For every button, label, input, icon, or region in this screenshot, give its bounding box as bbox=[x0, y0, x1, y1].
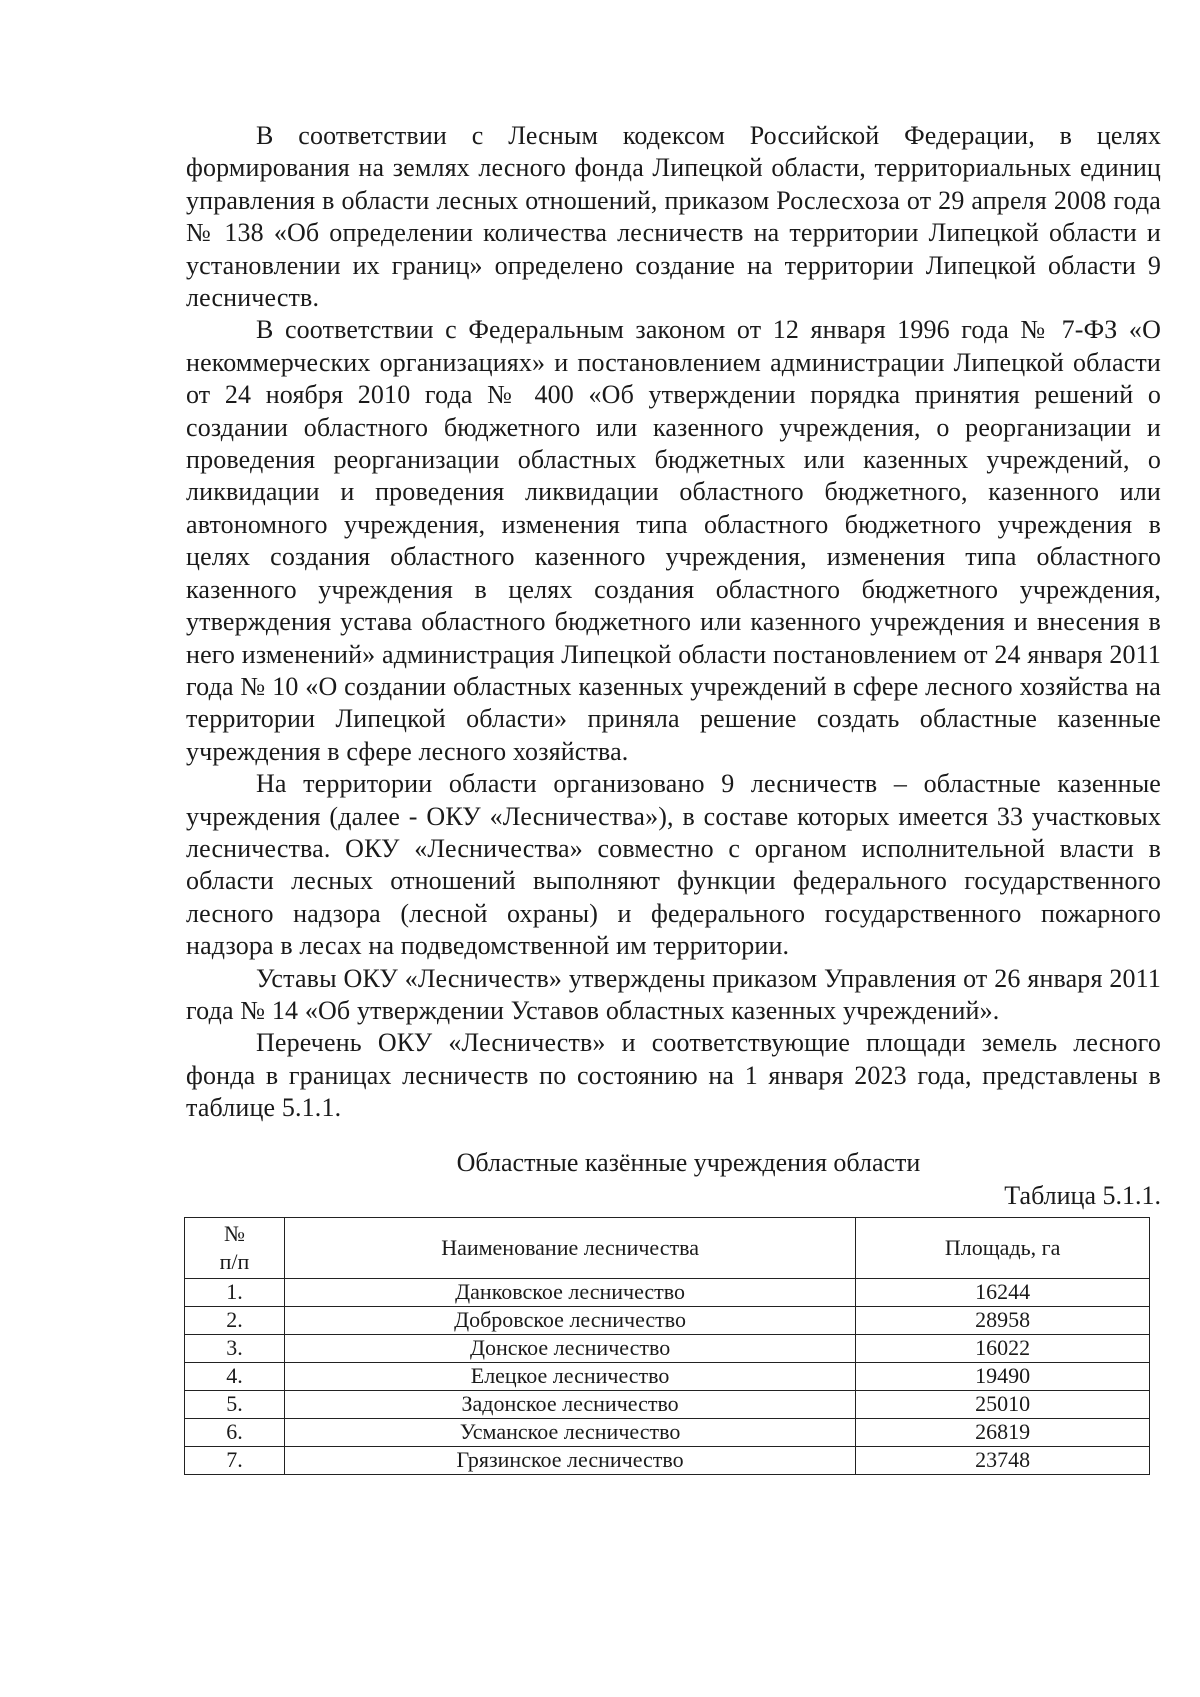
row-number: 1. bbox=[185, 1278, 285, 1306]
row-area: 28958 bbox=[856, 1306, 1150, 1334]
header-name: Наименование лесничества bbox=[284, 1217, 855, 1278]
header-area: Площадь, га bbox=[856, 1217, 1150, 1278]
table-row bbox=[185, 1390, 1150, 1418]
table-row bbox=[185, 1446, 1150, 1474]
forestry-table bbox=[184, 1217, 1150, 1475]
table-row bbox=[185, 1278, 1150, 1306]
row-number: 2. bbox=[185, 1306, 285, 1334]
paragraph-forest-code: В соответствии с Лесным кодексом Российской Федерации, в целях формирования на землях лесного фонда Липецкой области, территориальных единиц управления в области лесных отношений, приказом Рослесхоза от 29 апреля 2008 года № 138 «Об определении количества лесничеств на территории Липецкой области и установлении их границ» определено создание на территории Липецкой области 9 лесничеств. bbox=[186, 121, 1161, 313]
table-row bbox=[185, 1306, 1150, 1334]
row-area: 16244 bbox=[856, 1278, 1150, 1306]
row-name: Усманское лесничество bbox=[284, 1418, 855, 1446]
header-number-line1: № bbox=[223, 1220, 245, 1246]
row-number: 5. bbox=[185, 1390, 285, 1418]
row-number: 6. bbox=[185, 1418, 285, 1446]
paragraph-list-intro: Перечень ОКУ «Лесничеств» и соответствующие площади земель лесного фонда в границах лесничеств по состоянию на 1 января 2023 года, представлены в таблице 5.1.1. bbox=[186, 1028, 1161, 1123]
table-caption: Областные казённые учреждения области bbox=[456, 1147, 921, 1177]
row-area: 25010 bbox=[856, 1390, 1150, 1418]
paragraph-organization: На территории области организовано 9 лесничеств – областные казенные учреждения (далее - ОКУ «Лесничества»), в составе которых имеется 33 участковых лесничества. ОКУ «Лесничества» совместно с органом исполнительной власти в области лесных отношений выполняют функции федерального государственного лесного надзора (лесной охраны) и федерального государственного пожарного надзора в лесах на подведомственной им территории. bbox=[186, 769, 1161, 961]
row-name: Задонское лесничество bbox=[284, 1390, 855, 1418]
row-name: Донское лесничество bbox=[284, 1334, 855, 1362]
row-area: 19490 bbox=[856, 1362, 1150, 1390]
header-number-line2: п/п bbox=[219, 1248, 250, 1274]
paragraph-federal-law: В соответствии с Федеральным законом от 12 января 1996 года № 7-ФЗ «О некоммерческих организациях» и постановлением администрации Липецкой области от 24 ноября 2010 года № 400 «Об утверждении порядка принятия решений о создании областного бюджетного или казенного учреждения, о реорганизации и проведения реорганизации областных бюджетных или казенных учреждений, о ликвидации и проведения ликвидации областного бюджетного, казенного или автономного учреждения, изменения типа областного бюджетного учреждения в целях создания областного казенного учреждения, изменения типа областного казенного учреждения в целях создания областного бюджетного учреждения, утверждения устава областного бюджетного или казенного учреждения и внесения в него изменений» администрация Липецкой области постановлением от 24 января 2011 года № 10 «О создании областных казенных учреждений в сфере лесного хозяйства на территории Липецкой области» приняла решение создать областные казенные учреждения в сфере лесного хозяйства. bbox=[186, 315, 1161, 766]
table-row bbox=[185, 1334, 1150, 1362]
row-name: Грязинское лесничество bbox=[284, 1446, 855, 1474]
table-row bbox=[185, 1418, 1150, 1446]
table-number-label: Таблица 5.1.1. bbox=[1004, 1180, 1161, 1210]
header-number bbox=[185, 1217, 285, 1278]
document-page bbox=[186, 120, 1161, 1475]
table-header-row bbox=[185, 1217, 1150, 1278]
row-area: 26819 bbox=[856, 1418, 1150, 1446]
row-area: 16022 bbox=[856, 1334, 1150, 1362]
row-name: Данковское лесничество bbox=[284, 1278, 855, 1306]
row-name: Добровское лесничество bbox=[284, 1306, 855, 1334]
table-row bbox=[185, 1362, 1150, 1390]
paragraph-charters: Уставы ОКУ «Лесничеств» утверждены приказом Управления от 26 января 2011 года № 14 «Об утверждении Уставов областных казенных учреждений». bbox=[186, 963, 1161, 1025]
row-number: 3. bbox=[185, 1334, 285, 1362]
row-number: 7. bbox=[185, 1446, 285, 1474]
row-area: 23748 bbox=[856, 1446, 1150, 1474]
row-number: 4. bbox=[185, 1362, 285, 1390]
row-name: Елецкое лесничество bbox=[284, 1362, 855, 1390]
